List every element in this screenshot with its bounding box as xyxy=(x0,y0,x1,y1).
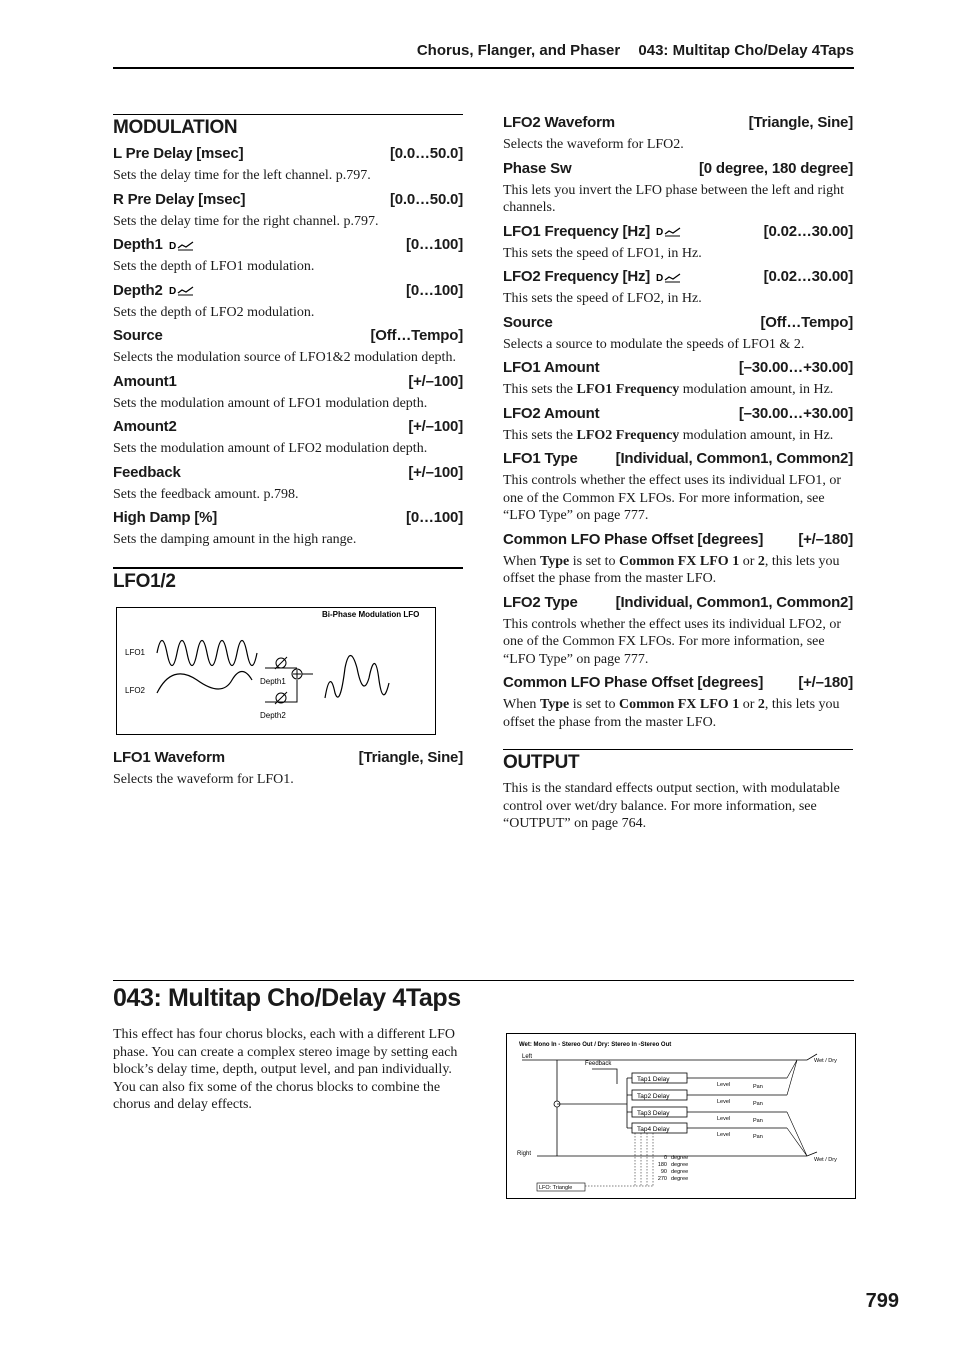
right-input-label: Right xyxy=(517,1151,532,1157)
param-desc: Sets the damping amount in the high range. xyxy=(113,532,357,547)
param-range: [+/–180] xyxy=(798,530,853,548)
param-name: Feedback xyxy=(113,463,181,481)
lfo-diagram-title: Bi-Phase Modulation LFO xyxy=(322,609,420,619)
param-high-damp xyxy=(113,509,463,549)
param-range: [+/–100] xyxy=(408,372,463,390)
right-column xyxy=(503,108,853,838)
param-desc: Sets the feedback amount. p.798. xyxy=(113,486,299,502)
tap1-label: Tap1 Delay xyxy=(637,1076,670,1083)
param-desc: Selects the modulation source of LFO1&2 modulation depth. xyxy=(113,350,456,365)
modulation-title: MODULATION xyxy=(113,114,463,139)
param-common-lfo-phase-offset-2 xyxy=(503,674,853,731)
degree-270: 270 xyxy=(657,1176,667,1182)
wetdry-label-bottom: Wet / Dry xyxy=(814,1157,837,1163)
param-lfo1-type xyxy=(503,450,853,525)
level-label-2: Level xyxy=(717,1099,731,1105)
param-name: Common LFO Phase Offset [degrees] xyxy=(503,530,764,548)
dmod-icon xyxy=(656,271,682,283)
param-range: [+/–100] xyxy=(408,418,463,435)
degree-unit-180: degree xyxy=(671,1162,689,1168)
depth1-label: Depth1 xyxy=(260,676,286,686)
dmod-icon xyxy=(656,225,682,237)
pan-label-2: Pan xyxy=(753,1101,763,1107)
param-depth1 xyxy=(113,236,463,276)
param-range: [0…100] xyxy=(406,281,463,299)
svg-text:D: D xyxy=(168,286,176,296)
param-desc: Sets the modulation amount of LFO2 modulation depth. xyxy=(113,441,428,456)
param-amount2 xyxy=(113,418,463,458)
degree-unit-270: degree xyxy=(671,1176,689,1182)
block-diagram xyxy=(506,1033,856,1199)
lfo1-label: LFO1 xyxy=(125,647,146,657)
param-depth2 xyxy=(113,282,463,322)
param-amount1 xyxy=(113,373,463,413)
param-name: Depth1 xyxy=(113,236,163,253)
param-lfo2-waveform xyxy=(503,114,853,154)
degree-180: 180 xyxy=(657,1162,667,1168)
lfo-triangle-label: LFO: Triangle xyxy=(539,1185,573,1191)
param-desc: Sets the delay time for the left channel. p.797. xyxy=(113,168,371,183)
param-desc: Selects the waveform for LFO1. xyxy=(113,771,294,787)
param-range: [0.0…50.0] xyxy=(389,145,463,162)
header-rule xyxy=(113,67,854,69)
svg-text:D: D xyxy=(656,272,664,283)
param-range: [Off…Tempo] xyxy=(760,313,853,331)
pan-label-4: Pan xyxy=(753,1134,763,1140)
param-lfo2-type xyxy=(503,594,853,669)
effect-intro: This effect has four chorus blocks, each with a different LFO phase. You can create a complex stereo image by setting each block’s delay time, depth, output level, and pan individually. You can also fix some of the chorus blocks to combine the chorus and delay effects. xyxy=(113,1027,458,1112)
param-feedback xyxy=(113,464,463,504)
param-name: R Pre Delay [msec] xyxy=(113,190,246,208)
param-name: LFO2 Frequency [Hz] xyxy=(503,268,651,285)
degree-unit-90: degree xyxy=(671,1169,689,1175)
effect-rule xyxy=(113,980,854,981)
pan-label-1: Pan xyxy=(753,1084,763,1090)
param-source xyxy=(113,327,463,367)
param-lfo2-amount xyxy=(503,405,853,445)
tap-blocks xyxy=(632,1073,687,1133)
param-lfo1-frequency xyxy=(503,223,853,263)
param-desc: Sets the depth of LFO2 modulation. xyxy=(113,304,315,320)
lfo2-wave xyxy=(157,671,252,693)
param-name: LFO2 Type xyxy=(503,593,578,611)
lfo-title: LFO1/2 xyxy=(113,567,463,593)
degree-90: 90 xyxy=(660,1169,667,1175)
running-header xyxy=(403,42,854,59)
lfo-diagram xyxy=(116,607,436,735)
left-column xyxy=(113,114,463,793)
dmod-icon xyxy=(169,239,195,251)
wetdry-label-top: Wet / Dry xyxy=(814,1058,837,1064)
param-range: [Individual, Common1, Common2] xyxy=(615,450,853,467)
param-range: [0.02…30.00] xyxy=(763,268,853,285)
lfo-diagram-svg xyxy=(117,608,435,734)
param-range: [–30.00…+30.00] xyxy=(738,359,853,376)
param-range: [+/–100] xyxy=(408,463,463,481)
svg-text:D: D xyxy=(656,227,664,237)
tap4-label: Tap4 Delay xyxy=(637,1126,670,1133)
param-name: Amount1 xyxy=(113,372,177,390)
output-title: OUTPUT xyxy=(503,749,853,774)
param-range: [Triangle, Sine] xyxy=(358,748,463,766)
param-name: High Damp [%] xyxy=(113,509,218,526)
param-range: [0 degree, 180 degree] xyxy=(698,159,853,177)
svg-text:D: D xyxy=(168,240,176,251)
param-range: [Off…Tempo] xyxy=(370,327,463,344)
param-source-r xyxy=(503,314,853,354)
param-desc: Sets the depth of LFO1 modulation. xyxy=(113,259,315,274)
header-section: Chorus, Flanger, and Phaser xyxy=(416,42,621,59)
param-name: LFO1 Frequency [Hz] xyxy=(503,222,651,240)
lfo2-label: LFO2 xyxy=(125,685,146,695)
param-name: LFO1 Type xyxy=(503,450,578,467)
dmod-icon xyxy=(169,284,195,296)
header-effect: 043: Multitap Cho/Delay 4Taps xyxy=(638,42,854,59)
param-range: [0…100] xyxy=(406,236,463,253)
param-range: [+/–180] xyxy=(798,674,853,691)
degree-list xyxy=(658,1155,688,1182)
param-name: LFO2 Waveform xyxy=(503,114,615,131)
param-name: Depth2 xyxy=(113,281,163,299)
param-desc: This sets the LFO1 Frequency modulation amount, in Hz. xyxy=(503,382,834,397)
block-diagram-title: Wet: Mono In - Stereo Out / Dry: Stereo In -Stereo Out xyxy=(519,1042,672,1048)
page-number: 799 xyxy=(865,1290,899,1312)
level-label-3: Level xyxy=(717,1116,731,1122)
param-range: [–30.00…+30.00] xyxy=(738,404,853,422)
param-name: Source xyxy=(113,327,163,344)
param-desc: This controls whether the effect uses its individual LFO2, or one of the Common FX LFOs. For more information, see “LFO Type” on page 777. xyxy=(503,616,842,667)
param-name: Common LFO Phase Offset [degrees] xyxy=(503,674,764,691)
output-desc: This is the standard effects output section, with modulatable control over wet/dry balance. For more information, see “OUTPUT” on page 764. xyxy=(503,781,840,831)
output-wave xyxy=(325,655,389,698)
param-desc: Selects a source to modulate the speeds of LFO1 & 2. xyxy=(503,336,805,352)
param-desc: When Type is set to Common FX LFO 1 or 2, this lets you offset the phase from the master LFO. xyxy=(503,553,840,586)
param-desc: Sets the modulation amount of LFO1 modulation depth. xyxy=(113,395,428,411)
degree-0: 0 xyxy=(663,1155,667,1161)
param-range: [0.02…30.00] xyxy=(763,222,853,240)
param-range: [Individual, Common1, Common2] xyxy=(615,593,853,611)
depth2-label: Depth2 xyxy=(260,710,286,720)
param-name: Phase Sw xyxy=(503,159,572,177)
param-name: LFO1 Amount xyxy=(503,359,600,376)
param-r-pre-delay xyxy=(113,191,463,231)
param-lfo2-frequency xyxy=(503,268,853,308)
level-label-4: Level xyxy=(717,1132,731,1138)
param-lfo1-waveform xyxy=(113,749,463,789)
param-name: LFO1 Waveform xyxy=(113,748,225,766)
lfo1-wave xyxy=(157,640,257,665)
tap2-label: Tap2 Delay xyxy=(637,1093,670,1100)
param-name: Amount2 xyxy=(113,418,177,435)
param-desc: Sets the delay time for the right channel. p.797. xyxy=(113,213,379,229)
param-lfo1-amount xyxy=(503,359,853,399)
tap3-label: Tap3 Delay xyxy=(637,1110,670,1117)
param-range: [Triangle, Sine] xyxy=(748,114,853,131)
param-name: L Pre Delay [msec] xyxy=(113,145,244,162)
param-desc: This lets you invert the LFO phase between the left and right channels. xyxy=(503,182,844,215)
param-common-lfo-phase-offset-1 xyxy=(503,531,853,588)
param-desc: This controls whether the effect uses its individual LFO1, or one of the Common FX LFOs. For more information, see “LFO Type” on page 777. xyxy=(503,473,842,523)
effect-title: 043: Multitap Cho/Delay 4Taps xyxy=(113,984,461,1012)
level-label-1: Level xyxy=(717,1082,731,1088)
param-name: Source xyxy=(503,313,553,331)
left-input-label: Left xyxy=(522,1054,533,1060)
pan-label-3: Pan xyxy=(753,1118,763,1124)
param-desc: This sets the LFO2 Frequency modulation amount, in Hz. xyxy=(503,427,834,443)
degree-unit-0: degree xyxy=(671,1155,689,1161)
param-desc: This sets the speed of LFO2, in Hz. xyxy=(503,291,702,306)
block-diagram-svg xyxy=(507,1034,855,1198)
param-l-pre-delay xyxy=(113,145,463,185)
param-range: [0…100] xyxy=(406,509,463,526)
param-desc: When Type is set to Common FX LFO 1 or 2, this lets you offset the phase from the master LFO. xyxy=(503,697,840,730)
param-name: LFO2 Amount xyxy=(503,404,600,422)
param-range: [0.0…50.0] xyxy=(389,190,463,208)
param-desc: This sets the speed of LFO1, in Hz. xyxy=(503,245,702,261)
param-phase-sw xyxy=(503,160,853,217)
feedback-label: Feedback xyxy=(585,1061,612,1067)
param-desc: Selects the waveform for LFO2. xyxy=(503,137,684,152)
